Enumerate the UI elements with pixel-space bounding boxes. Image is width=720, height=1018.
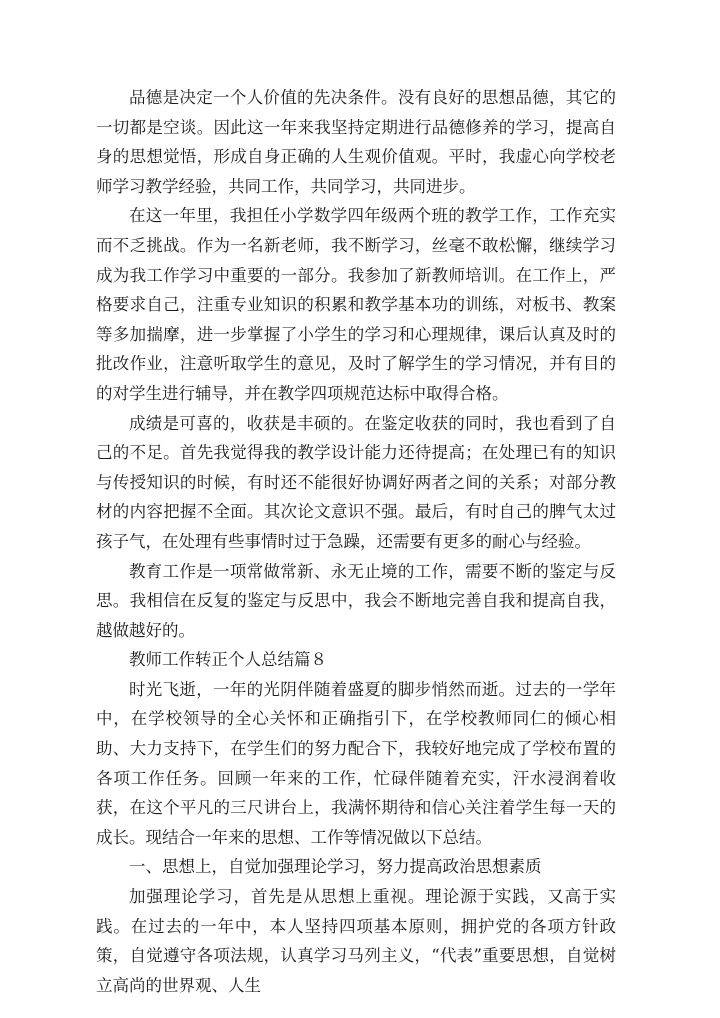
paragraph-moral-character: 品德是决定一个人价值的先决条件。没有良好的思想品德，其它的一切都是空谈。因此这一年来我坚持定期进行品德修养的学习，提高自身的思想觉悟，形成自身正确的人生观价值观。平时，我虚心向学校老师学习教学经验，共同工作，共同学习，共同进步。 (96, 88, 616, 196)
document-body (96, 83, 616, 1000)
paragraph-shortcomings: 成绩是可喜的，收获是丰硕的。在鉴定收获的同时，我也看到了自己的不足。首先我觉得我的教学设计能力还待提高；在处理已有的知识与传授知识的时候，有时还不能很好协调好两者之间的关系；对部分教材的内容把握不全面。其次论文意识不强。最后，有时自己的脾气太过孩子气，在处理有些事情时过于急躁，还需要有更多的耐心与经验。 (96, 413, 616, 551)
paragraph-reflection: 教育工作是一项常做常新、永无止境的工作，需要不断的鉴定与反思。我相信在反复的鉴定与反思中，我会不断地完善自我和提高自我，越做越好的。 (96, 561, 616, 640)
subsection-heading: 一、思想上，自觉加强理论学习，努力提高政治思想素质 (129, 857, 542, 877)
paragraph-theory-study: 加强理论学习，首先是从思想上重视。理论源于实践，又高于实践。在过去的一年中，本人坚持四项基本原则，拥护党的各项方针政策，自觉遵守各项法规，认真学习马列主义，“代表”重要思想，自觉树立高尚的世界观、人生 (96, 887, 616, 995)
section-title: 教师工作转正个人总结篇８ (129, 650, 327, 670)
paragraph-teaching-work: 在这一年里，我担任小学数学四年级两个班的教学工作，工作充实而不乏挑战。作为一名新老师，我不断学习，丝毫不敢松懈，继续学习成为我工作学习中重要的一部分。我参加了新教师培训。在工作上，严格要求自己，注重专业知识的积累和教学基本功的训练，对板书、教案等多加揣摩，进一步掌握了小学生的学习和心理规律，课后认真及时的批改作业，注意听取学生的意见，及时了解学生的学习情况，并有目的的对学生进行辅导，并在教学四项规范达标中取得合格。 (96, 206, 616, 403)
paragraph-year-review: 时光飞逝，一年的光阴伴随着盛夏的脚步悄然而逝。过去的一学年中，在学校领导的全心关怀和正确指引下，在学校教师同仁的倾心相助、大力支持下，在学生们的努力配合下，我较好地完成了学校布置的各项工作任务。回顾一年来的工作，忙碌伴随着充实，汗水浸润着收获，在这个平凡的三尺讲台上，我满怀期待和信心关注着学生每一天的成长。现结合一年来的思想、工作等情况做以下总结。 (96, 679, 616, 847)
